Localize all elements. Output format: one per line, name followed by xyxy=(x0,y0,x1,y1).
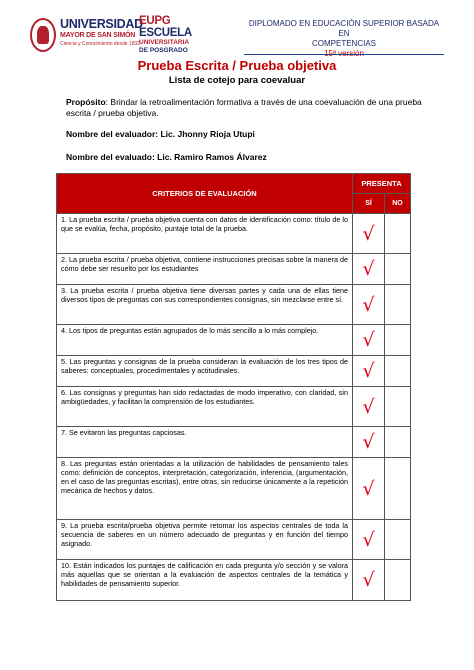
logo-mayor-text: MAYOR DE SAN SIMÓN xyxy=(60,32,136,39)
checkmark-icon: √ xyxy=(362,477,375,500)
criteria-header: CRITERIOS DE EVALUACIÓN xyxy=(57,174,353,214)
header-divider xyxy=(244,54,444,55)
criterion-text: 3. La prueba escrita / prueba objetiva tiene diversas partes y cada una de ellas tiene diversos tipos de preguntas con sus correspondientes consignas, sin mezclarse entre sí. xyxy=(57,285,353,325)
checkmark-icon: √ xyxy=(362,360,375,382)
si-check-cell[interactable] xyxy=(353,387,385,427)
program-name xyxy=(244,19,444,59)
si-check-cell[interactable] xyxy=(353,356,385,387)
criterion-text: 5. Las preguntas y consignas de la prueba consideran la evaluación de los tres tipos de saberes: conceptuales, procedimentales y actitudinales. xyxy=(57,356,353,387)
logo-universitaria-text: UNIVERSITARIA xyxy=(139,39,190,46)
page-header xyxy=(30,14,444,56)
purpose-label: Propósito xyxy=(66,97,106,107)
logo-escuela-text: ESCUELA xyxy=(139,27,192,39)
university-seal-icon xyxy=(30,18,56,52)
evaluation-checklist-table xyxy=(56,173,411,601)
program-version: 15ª versión xyxy=(324,49,364,58)
no-check-cell[interactable] xyxy=(385,285,411,325)
checkmark-icon: √ xyxy=(362,258,375,280)
criterion-text: 4. Los tipos de preguntas están agrupados de lo más sencillo a lo más complejo. xyxy=(57,325,353,356)
no-check-cell[interactable] xyxy=(385,325,411,356)
criterion-text: 10. Están indicados los puntajes de calificación en cada pregunta y/o sección y se valora más aquellas que se orientan a la evaluación de aspectos centrales de la temática y habilidades de pensamiento superior. xyxy=(57,560,353,601)
no-check-cell[interactable] xyxy=(385,387,411,427)
evaluator-name: Nombre del evaluador: Lic. Jhonny Rioja Utupi xyxy=(66,129,255,139)
no-check-cell[interactable] xyxy=(385,458,411,520)
si-check-cell[interactable] xyxy=(353,520,385,560)
checkmark-icon: √ xyxy=(362,569,375,591)
table-row xyxy=(57,356,411,387)
criterion-text: 1. La prueba escrita / prueba objetiva cuenta con datos de identificación como: título de lo que se evalúa, fecha, propósito, puntaje total de la prueba. xyxy=(57,214,353,254)
checkmark-icon: √ xyxy=(362,431,375,453)
table-row xyxy=(57,560,411,601)
presenta-header: PRESENTA xyxy=(353,174,411,194)
table-row xyxy=(57,214,411,254)
table-row xyxy=(57,387,411,427)
si-check-cell[interactable] xyxy=(353,254,385,285)
table-row xyxy=(57,427,411,458)
checkmark-icon: √ xyxy=(362,222,375,245)
table-row xyxy=(57,254,411,285)
logo-eupg-text: EUPG xyxy=(139,15,171,27)
evaluated-name: Nombre del evaluado: Lic. Ramiro Ramos Álvarez xyxy=(66,152,267,162)
table-row xyxy=(57,458,411,520)
university-logo xyxy=(30,14,200,56)
document-title: Prueba Escrita / Prueba objetiva xyxy=(137,58,337,73)
no-check-cell[interactable] xyxy=(385,214,411,254)
no-check-cell[interactable] xyxy=(385,520,411,560)
checkmark-icon: √ xyxy=(362,329,375,351)
no-header: NO xyxy=(385,194,411,214)
criterion-text: 2. La prueba escrita / prueba objetiva, contiene instrucciones precisas sobre la manera de cómo debe ser resuelto por los estudiantes xyxy=(57,254,353,285)
si-check-cell[interactable] xyxy=(353,325,385,356)
si-check-cell[interactable] xyxy=(353,285,385,325)
table-row xyxy=(57,520,411,560)
logo-ciencia-text: Ciencia y Conocimiento desde 1832 xyxy=(60,41,141,47)
table-row xyxy=(57,325,411,356)
program-line-1: DIPLOMADO EN EDUCACIÓN SUPERIOR BASADA EN xyxy=(248,19,440,38)
document-subtitle: Lista de cotejo para coevaluar xyxy=(168,75,306,86)
no-check-cell[interactable] xyxy=(385,427,411,458)
si-check-cell[interactable] xyxy=(353,214,385,254)
logo-posgrado-text: DE POSGRADO xyxy=(139,47,188,54)
table-row xyxy=(57,285,411,325)
checkmark-icon: √ xyxy=(362,528,375,551)
no-check-cell[interactable] xyxy=(385,560,411,601)
si-check-cell[interactable] xyxy=(353,427,385,458)
si-check-cell[interactable] xyxy=(353,458,385,520)
purpose-paragraph xyxy=(66,97,422,119)
program-line-2: COMPETENCIAS xyxy=(311,39,376,48)
checkmark-icon: √ xyxy=(362,395,375,418)
logo-universidad-text: UNIVERSIDAD xyxy=(60,17,143,31)
criterion-text: 8. Las preguntas están orientadas a la utilización de habilidades de pensamiento tales como: definición de conceptos, interpretación, categorización, inferencia, (argumentación, en el caso de las preguntas escritas), entre otras, sin reducirse únicamente a la repetición mecánica de hechos y datos. xyxy=(57,458,353,520)
si-check-cell[interactable] xyxy=(353,560,385,601)
no-check-cell[interactable] xyxy=(385,356,411,387)
checkmark-icon: √ xyxy=(362,293,375,316)
criterion-text: 7. Se evitaron las preguntas capciosas. xyxy=(57,427,353,458)
no-check-cell[interactable] xyxy=(385,254,411,285)
criterion-text: 6. Las consignas y preguntas han sido redactadas de modo imperativo, con claridad, sin ambigüedades, y facilitan la comprensión de los estudiantes. xyxy=(57,387,353,427)
si-header: SÍ xyxy=(353,194,385,214)
criterion-text: 9. La prueba escrita/prueba objetiva permite retomar los aspectos centrales de toda la secuencia de saberes en un número adecuado de preguntas y en función del tiempo asignado. xyxy=(57,520,353,560)
purpose-text: : Brindar la retroalimentación formativa a través de una coevaluación de una prueba escrita / prueba objetiva. xyxy=(66,97,422,118)
